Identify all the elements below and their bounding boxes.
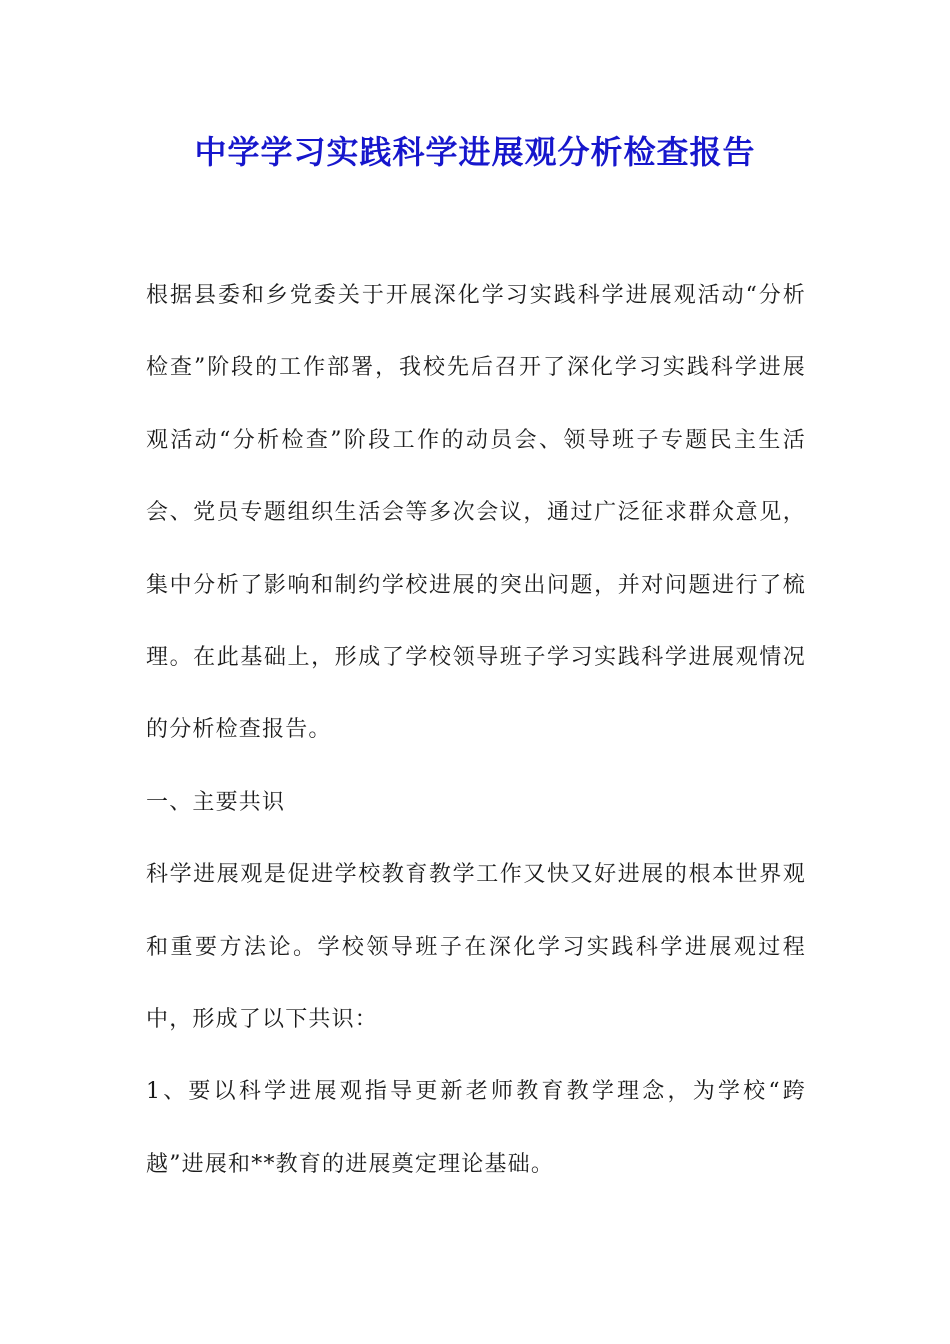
document-title: 中学学习实践科学进展观分析检查报告 [194,133,756,171]
document-body [146,260,806,1201]
paragraph-point-1: 1、要以科学进展观指导更新老师教育教学理念，为学校“跨越”进展和**教育的进展奠定理论基础。 [146,1079,806,1177]
paragraph-intro: 根据县委和乡党委关于开展深化学习实践科学进展观活动“分析检查”阶段的工作部署，我校先后召开了深化学习实践科学进展观活动“分析检查”阶段工作的动员会、领导班子专题民主生活会、党员专题组织生活会等多次会议，通过广泛征求群众意见，集中分析了影响和制约学校进展的突出问题，并对问题进行了梳理。在此基础上，形成了学校领导班子学习实践科学进展观情况的分析检查报告。 [146,283,806,743]
paragraph-consensus-intro: 科学进展观是促进学校教育教学工作又快又好进展的根本世界观和重要方法论。学校领导班子在深化学习实践科学进展观过程中，形成了以下共识： [146,862,806,1033]
section-heading-main-consensus: 一、主要共识 [146,789,286,815]
